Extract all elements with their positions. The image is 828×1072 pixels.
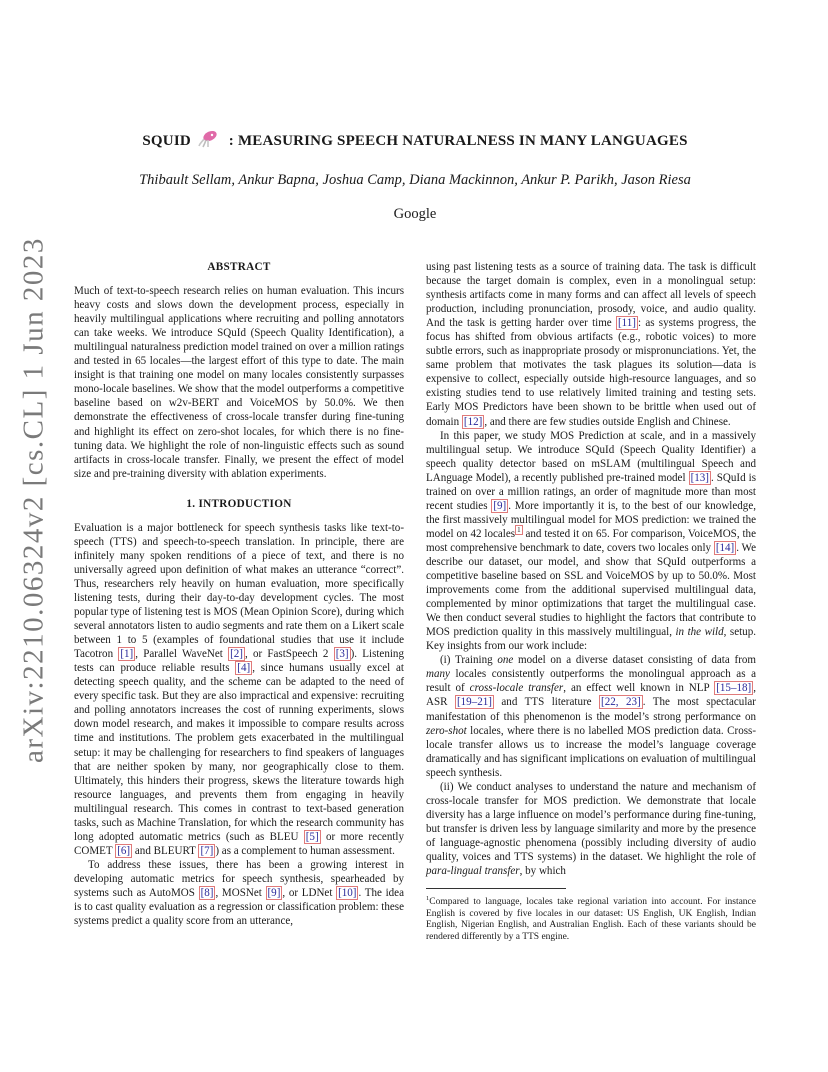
intro-paragraph-1: Evaluation is a major bottleneck for speech synthesis tasks like text-to-speech (TTS) and speech-to-speech translation. In principle, there are infinitely many spoken renditions of a piece of text, and there is no universally agreed upon definition of what makes an utterance “correct”. Thus, researchers rely heavily on human evaluation, more specifically listening tests, during their day-to-day development cycles. The most popular type of listening test is MOS (Mean Opinion Score), during which several annotators listen to audio segments and rate them on a Likert scale between 1 to 5 (examples of foundational studies that use it include Tacotron [1] , Parallel WaveNet [2] , or FastSpeech 2 [3] ). Listening tests can produce reliable results [4] , since humans usually excel at detecting speech quality, and the scheme can be adapted to the need of every specific task. But they are also impractical and expensive: recruiting and polling annotators increases the cost of running experiments, slows down model research, and makes it impossible to compare results across time and institutions. The problem gets exacerbated in the multilingual setup: it may be challenging for researchers to find speakers of languages that are neither spoken by many, nor geographically close to them. Ultimately, this hinders their progress, skews the literature towards high resource languages, and prevents them from engaging in heavily multilingual research. This comes in contrast to text-based generation tasks, such as Machine Translation, for which the research community has long adopted automatic metrics (such as BLEU [5] or more recently COMET [6] and BLEURT [7] ) as a complement to human assessment. <box>74 521 405 857</box>
citation-link[interactable]: [11] <box>617 317 636 330</box>
citation-link[interactable]: [15–18] <box>716 682 752 695</box>
title-suffix: : MEASURING SPEECH NATURALNESS IN MANY LANGUAGES <box>228 133 688 149</box>
arxiv-identifier: arXiv:2210.06324v2 [cs.CL] 1 Jun 2023 <box>17 237 50 763</box>
intro-heading: 1. INTRODUCTION <box>186 497 292 510</box>
citation-link[interactable]: [2] <box>230 648 243 661</box>
citation-link[interactable]: [22, 23] <box>601 696 641 709</box>
citation-link[interactable]: [10] <box>338 886 357 899</box>
citation-link[interactable]: [4] <box>237 662 251 675</box>
right-column <box>426 260 756 944</box>
paper-title <box>60 130 770 150</box>
intro-paragraph-2-continued <box>426 260 756 429</box>
abstract-heading: ABSTRACT <box>207 261 271 273</box>
footnote: $^1$Compared to language, locales take regional variation into account. For instance English is covered by five locales in our dataset: US English, UK English, Indian English, Nigerian English, and Australian English. Each of these variants should be rendered differently by a TTS engine. <box>426 895 756 942</box>
citation-link[interactable]: [19–21] <box>456 696 492 709</box>
footnote-marker[interactable]: 1 <box>517 526 521 535</box>
author-list: Thibault Sellam, Ankur Bapna, Joshua Camp, Diana Mackinnon, Ankur P. Parikh, Jason Riesa <box>139 172 691 188</box>
intro-paragraph-4: (i) Training one model on a diverse dataset consisting of data from many locales consistently outperforms the monolingual approach as a result of cross-locale transfer, an effect well known in NLP [15–18] , ASR [19–21] and TTS literature [22, 23] . The most spectacular manifestation of this phenomenon is the model’s strong performance on zero-shot locales, where there is no labelled MOS prediction data. Cross-locale transfer allows us to increase the model’s language coverage dramatically and has significant implications on evaluation of multilingual speech synthesis. <box>426 654 756 779</box>
citation-link[interactable]: [13] <box>690 471 709 484</box>
intro-paragraph-5: (ii) We conduct analyses to understand the nature and mechanism of cross-locale transfer for MOS prediction. We demonstrate that locale diversity has a large influence on model’s performance during fine-tuning, but transfer is driven less by language similarity and more by the presence of language-agnostic phenomena (possibly including diversity of audio quality, voices and TTS systems) in the dataset. We highlight the role of para-lingual transfer, by which <box>426 780 756 878</box>
intro-paragraph-2: To address these issues, there has been a growing interest in developing automatic metrics for speech synthesis, spearheaded by systems such as AutoMOS [8] , MOSNet [9] , or LDNet [10] . The idea is to cast quality evaluation as a regression or classification problem: these systems predict a quality score from an utterance, <box>74 858 404 928</box>
citation-link[interactable]: [7] <box>200 844 214 857</box>
paragraph-text: using past listening tests as a source of training data. The task is difficult because the target domain is complex, even in a monolingual setup: synthesis artifacts come in many forms and can affect all levels of speech production, including pronunciation, prosody, voice, and audio quality. And the task is getting harder over time <box>426 261 756 330</box>
intro-paragraph-3: In this paper, we study MOS Prediction at scale, and in a massively multilingual setup. We introduce SQuId (Speech Quality Identifier) a speech quality detector based on mSLAM (multilingual Speech and LAnguage Model), a recently published pre-trained model [13] . SQuId is trained on over a million ratings, an order of magnitude more than most recent studies [9] . More importantly it is, to the best of our knowledge, the first massively multilingual model for MOS prediction: we trained the model on 42 locales $^1$ and tested it on 65. For comparison, VoiceMOS, the most comprehensive benchmark to date, covers two locales only [14] . We describe our dataset, our model, and show that SQuId outperforms a competitive baseline based on SSL and VoiceMOS by up to 50.0%. Most improvements come from the additional supervised multilingual data, complemented by minor optimizations that target the multilingual case. We then conduct several studies to highlight the factors that contribute to MOS prediction quality in this massively multilingual, in the wild, setup. Key insights from our work include: <box>426 429 756 653</box>
paragraph-text: , and there are few studies outside English and Chinese. <box>484 415 731 428</box>
paragraph-text: : as systems progress, the focus has shifted from obvious artifacts (e.g., robotic voices) to more subtle errors, such as inappropriate prosody or mispronunciations. Yet, the same problem that motivates the task plagues its solution—data is expensive to collect, especially outside high-resource languages, and so existing studies tend to use relatively limited training and testing sets. Early MOS Predictors have been shown to be brittle when used out of domain <box>426 317 756 428</box>
citation-link[interactable]: [8] <box>200 886 214 899</box>
citation-link[interactable]: [6] <box>117 844 131 857</box>
abstract-text: Much of text-to-speech research relies on human evaluation. This incurs heavy costs and slows down the development process, especially in heavily multilingual applications where recruiting and polling annotators can take weeks. We introduce SQuId (Speech Quality Identification), a multilingual naturalness prediction model trained on over a million ratings and tested in 65 locales—the largest effort of this type to date. The main insight is that training one model on many locales consistently surpasses mono-locale baselines. We show that the model outperforms a competitive baseline based on w2v-BERT and VoiceMOS by 50.0%. We then demonstrate the effectiveness of cross-locale transfer during fine-tuning and highlight its effect on zero-shot locales, for which there is no fine-tuning data. We highlight the role of non-linguistic effects such as sound artifacts in cross-locale transfer. Finally, we present the effect of model size and pre-training diversity with ablation experiments. <box>74 285 404 480</box>
citation-link[interactable]: [1] <box>120 648 134 661</box>
citation-link[interactable]: [9] <box>493 499 507 512</box>
squid-icon <box>197 130 219 148</box>
title-prefix: SQUID <box>142 133 191 149</box>
citation-link[interactable]: [3] <box>335 648 349 661</box>
footnote-divider <box>426 888 566 889</box>
citation-link[interactable]: [12] <box>463 415 483 428</box>
left-column <box>74 260 404 928</box>
citation-link[interactable]: [14] <box>715 541 735 554</box>
affiliation: Google <box>393 206 437 222</box>
citation-link[interactable]: [5] <box>305 830 319 843</box>
citation-link[interactable]: [9] <box>267 886 281 899</box>
